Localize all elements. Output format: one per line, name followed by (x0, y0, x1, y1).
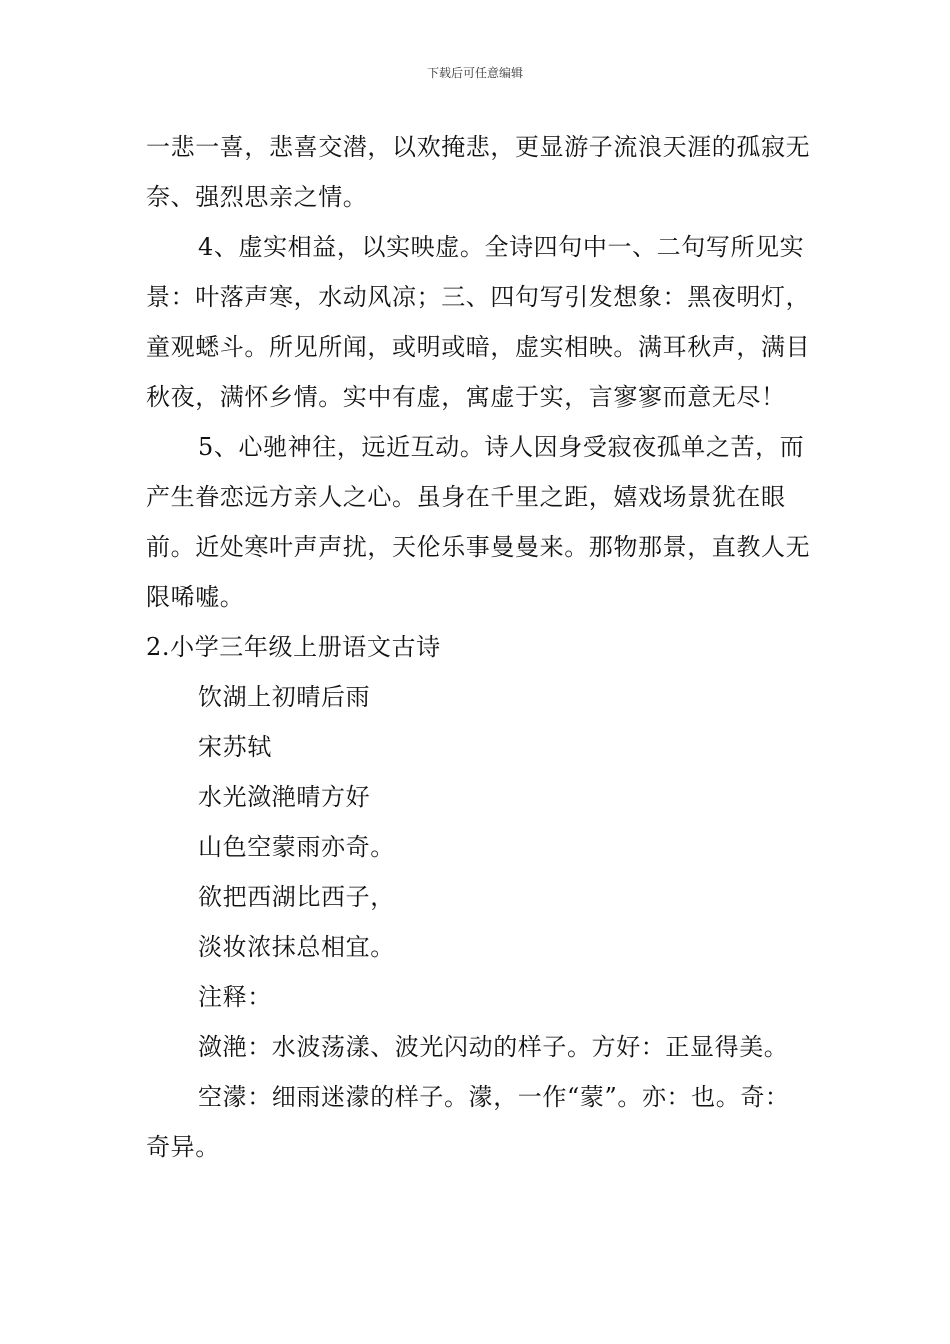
poem-author: 宋苏轼 (198, 733, 272, 761)
poem-line: 淡妆浓抹总相宜。 (198, 933, 395, 961)
section-heading: 2.小学三年级上册语文古诗 (146, 633, 441, 661)
poem-line: 欲把西湖比西子， (198, 883, 395, 911)
note-1: 潋滟：水波荡漾、波光闪动的样子。方好：正显得美。 (198, 1033, 789, 1061)
point-5-paragraph: 5、心驰神往，远近互动。诗人因身受寂夜孤单之苦，而产生眷恋远方亲人之心。虽身在千里之距，嬉戏场景犹在眼前。近处寒叶声声扰，天伦乐事曼曼来。那物那景，直教人无限唏嘘。 (146, 433, 811, 611)
poem-title: 饮湖上初晴后雨 (198, 683, 371, 711)
page-header: 下载后可任意编辑 (426, 66, 523, 80)
poem-line: 山色空蒙雨亦奇。 (198, 833, 395, 861)
point-4-paragraph: 4、虚实相益，以实映虚。全诗四句中一、二句写所见实景：叶落声寒，水动风凉；三、四句写引发想象：黑夜明灯，童观蟋斗。所见所闻，或明或暗，虚实相映。满耳秋声，满目秋夜，满怀乡情。实中有虚，寓虚于实，言寥寥而意无尽！ (146, 233, 811, 411)
note-2: 空濛：细雨迷濛的样子。濛，一作“蒙”。亦：也。奇：奇异。 (146, 1083, 790, 1161)
poem-line: 水光潋滟晴方好 (198, 783, 371, 811)
intro-paragraph: 一悲一喜，悲喜交潜，以欢掩悲，更显游子流浪天涯的孤寂无奈、强烈思亲之情。 (146, 133, 811, 211)
document-body (146, 122, 811, 1172)
notes-label: 注释： (198, 983, 272, 1011)
